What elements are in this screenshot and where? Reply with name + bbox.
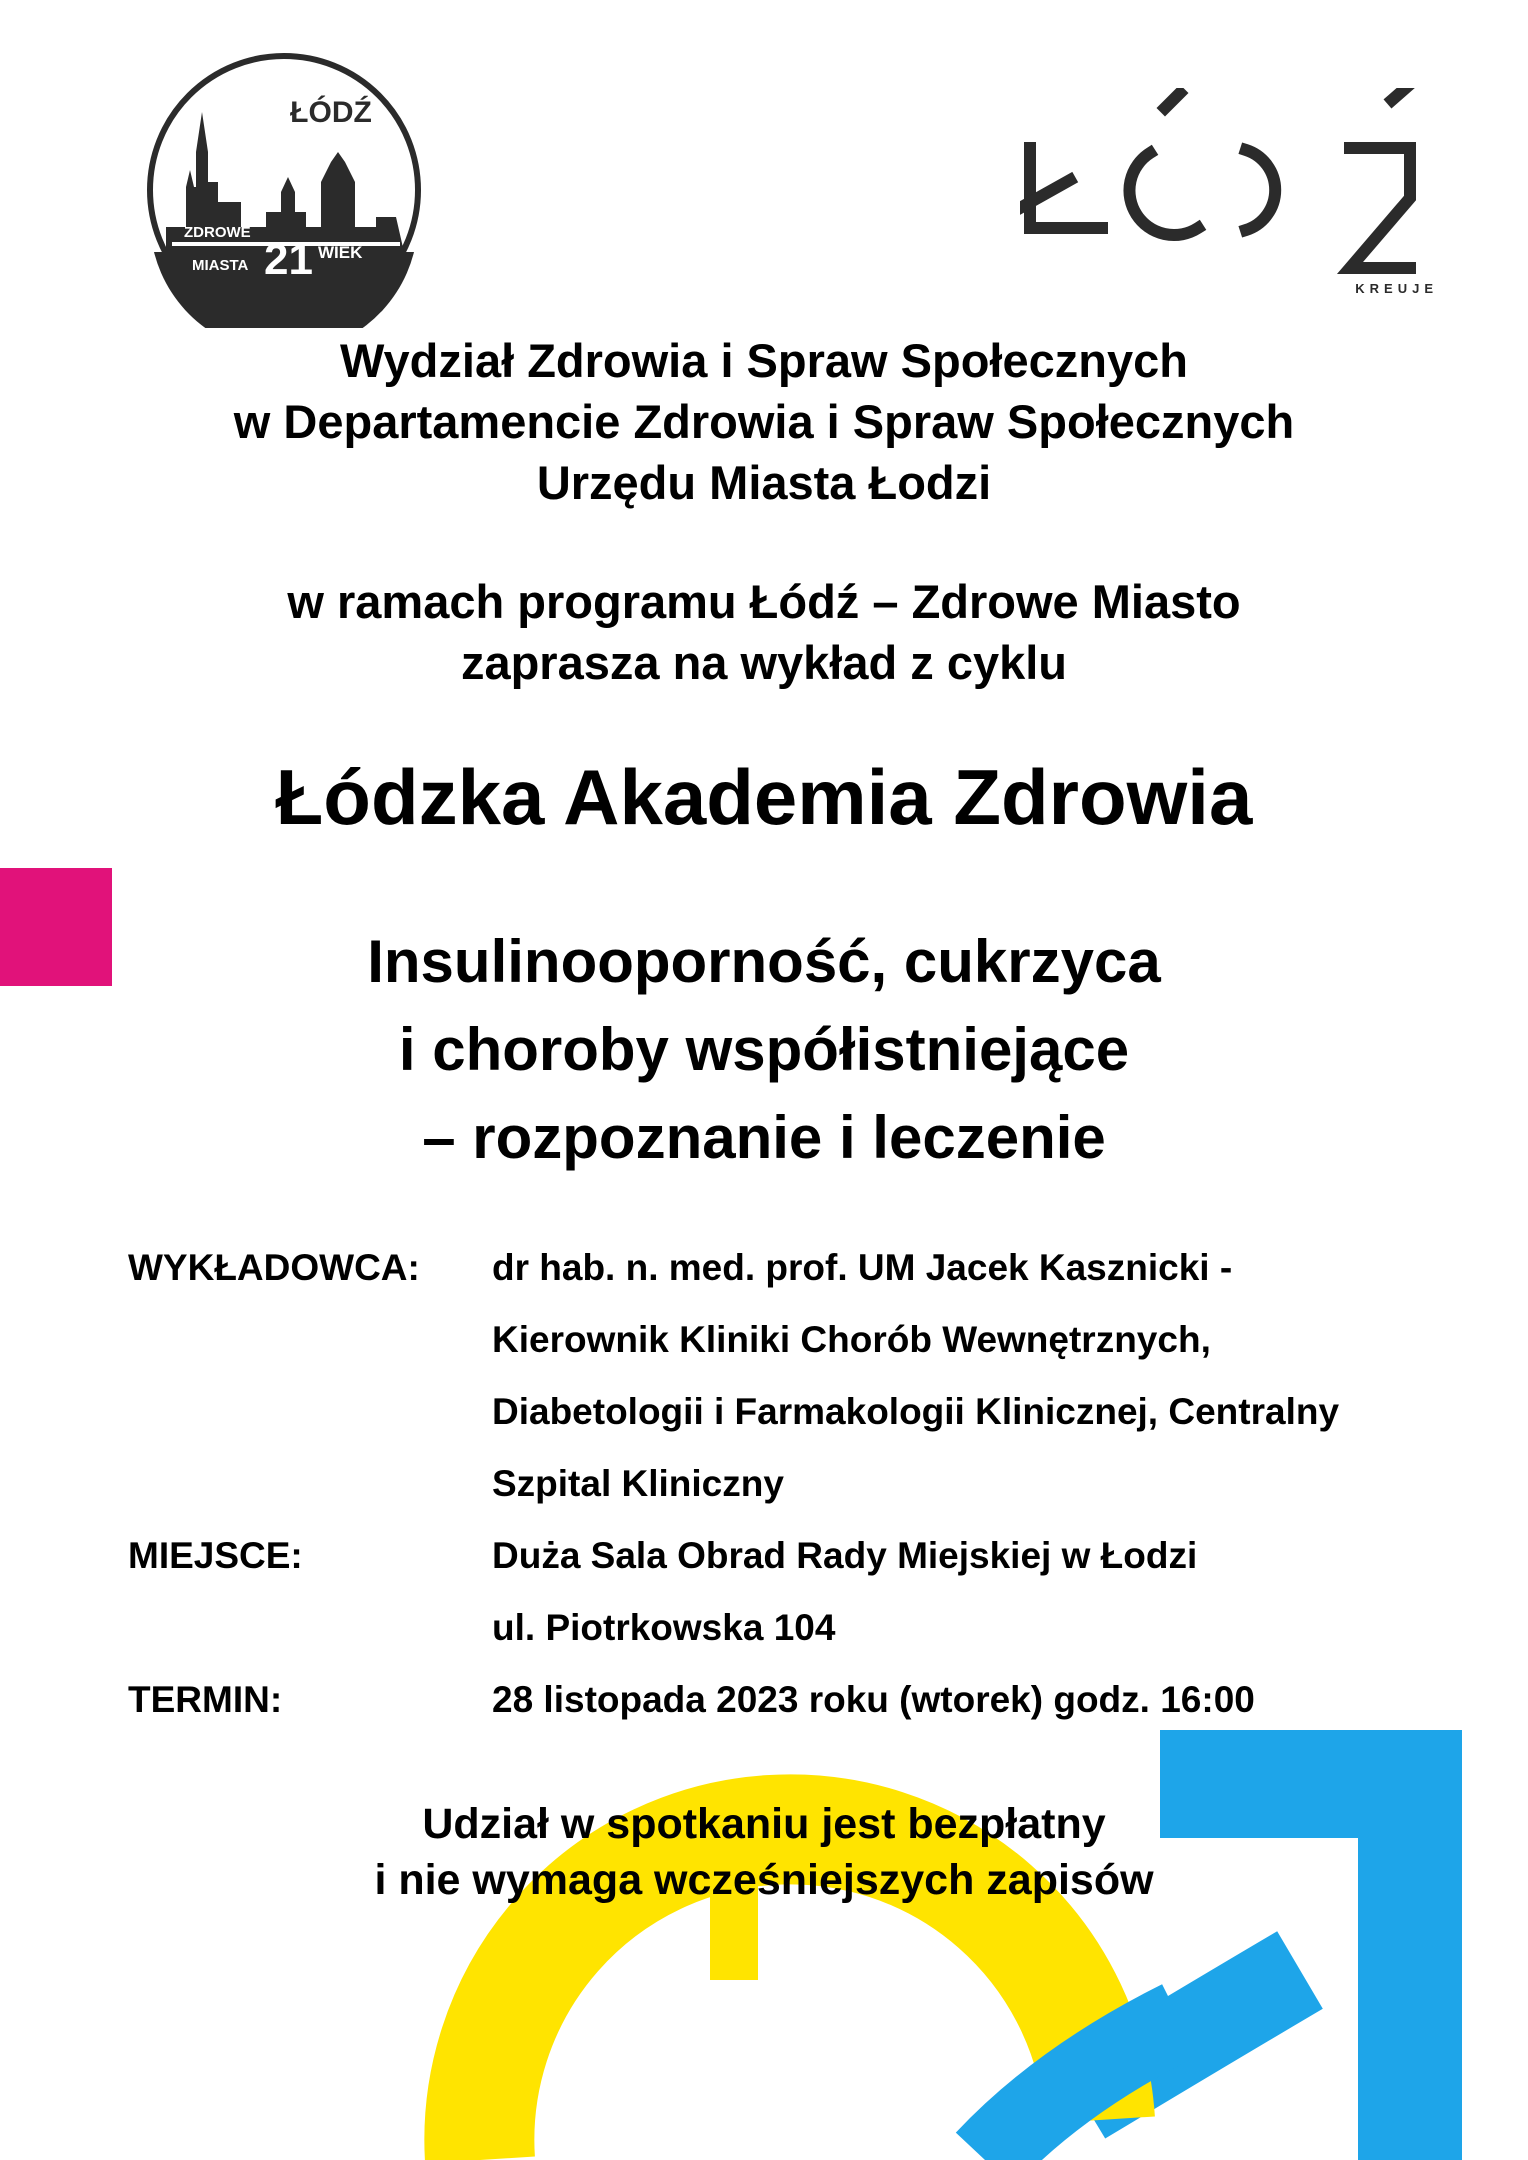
program-line2: zaprasza na wykład z cyklu	[460, 636, 1068, 689]
logo-word: WIEK	[318, 243, 363, 262]
lecture-title-line1: Insulinooporność, cukrzyca	[367, 928, 1161, 995]
date-label: TERMIN:	[128, 1679, 283, 1720]
logo-letter-z	[1350, 148, 1410, 268]
decorative-graphic	[0, 1720, 1528, 2160]
note-line2: i nie wymaga wcześniejszych zapisów	[374, 1856, 1154, 1904]
blue-bracket-shape	[1160, 1730, 1462, 2160]
organizer-line1: Wydział Zdrowia i Spraw Społecznych	[340, 334, 1188, 387]
organizer-heading	[0, 330, 1528, 513]
series-title: Łódzka Akademia Zdrowia	[275, 753, 1253, 841]
lecture-title-line2: i choroby współistniejące	[398, 1016, 1130, 1083]
logo-letter-d	[1246, 150, 1275, 230]
participation-note	[0, 1796, 1528, 1908]
lecturer-label: WYKŁADOWCA:	[128, 1247, 420, 1288]
lecture-title	[0, 918, 1528, 1182]
organizer-line2: w Departamencie Zdrowia i Spraw Społecznych	[233, 395, 1295, 448]
program-intro	[0, 571, 1528, 693]
place-value	[492, 1520, 1197, 1664]
place-line: Duża Sala Obrad Rady Miejskiej w Łodzi	[492, 1535, 1198, 1576]
lecturer-line: Kierownik Kliniki Chorób Wewnętrznych,	[492, 1319, 1211, 1360]
note-line1: Udział w spotkaniu jest bezpłatny	[422, 1800, 1106, 1848]
logo-line1: ZDROWE	[184, 224, 251, 241]
lodz-kreuje-logo	[1020, 88, 1450, 308]
healthy-cities-logo	[146, 52, 422, 328]
logo-letter-o	[1129, 153, 1198, 235]
lecture-title-line3: – rozpoznanie i leczenie	[422, 1104, 1106, 1171]
logo-number: 21	[264, 235, 313, 284]
lecturer-line: Szpital Kliniczny	[492, 1463, 784, 1504]
logo-tagline: KREUJE	[1355, 281, 1438, 296]
place-label: MIEJSCE:	[128, 1535, 303, 1576]
logo-line2: MIASTA	[192, 257, 249, 274]
program-line1: w ramach programu Łódź – Zdrowe Miasto	[287, 575, 1241, 628]
place-line: ul. Piotrkowska 104	[492, 1607, 836, 1648]
lecturer-line: dr hab. n. med. prof. UM Jacek Kasznicki -	[492, 1247, 1233, 1288]
lecturer-value	[492, 1232, 1339, 1520]
organizer-line3: Urzędu Miasta Łodzi	[536, 456, 992, 509]
logo-city-name: ŁÓDŹ	[290, 96, 372, 129]
date-value: 28 listopada 2023 roku (wtorek) godz. 16:00	[492, 1679, 1255, 1720]
lecturer-line: Diabetologii i Farmakologii Klinicznej, Centralny	[492, 1391, 1340, 1432]
